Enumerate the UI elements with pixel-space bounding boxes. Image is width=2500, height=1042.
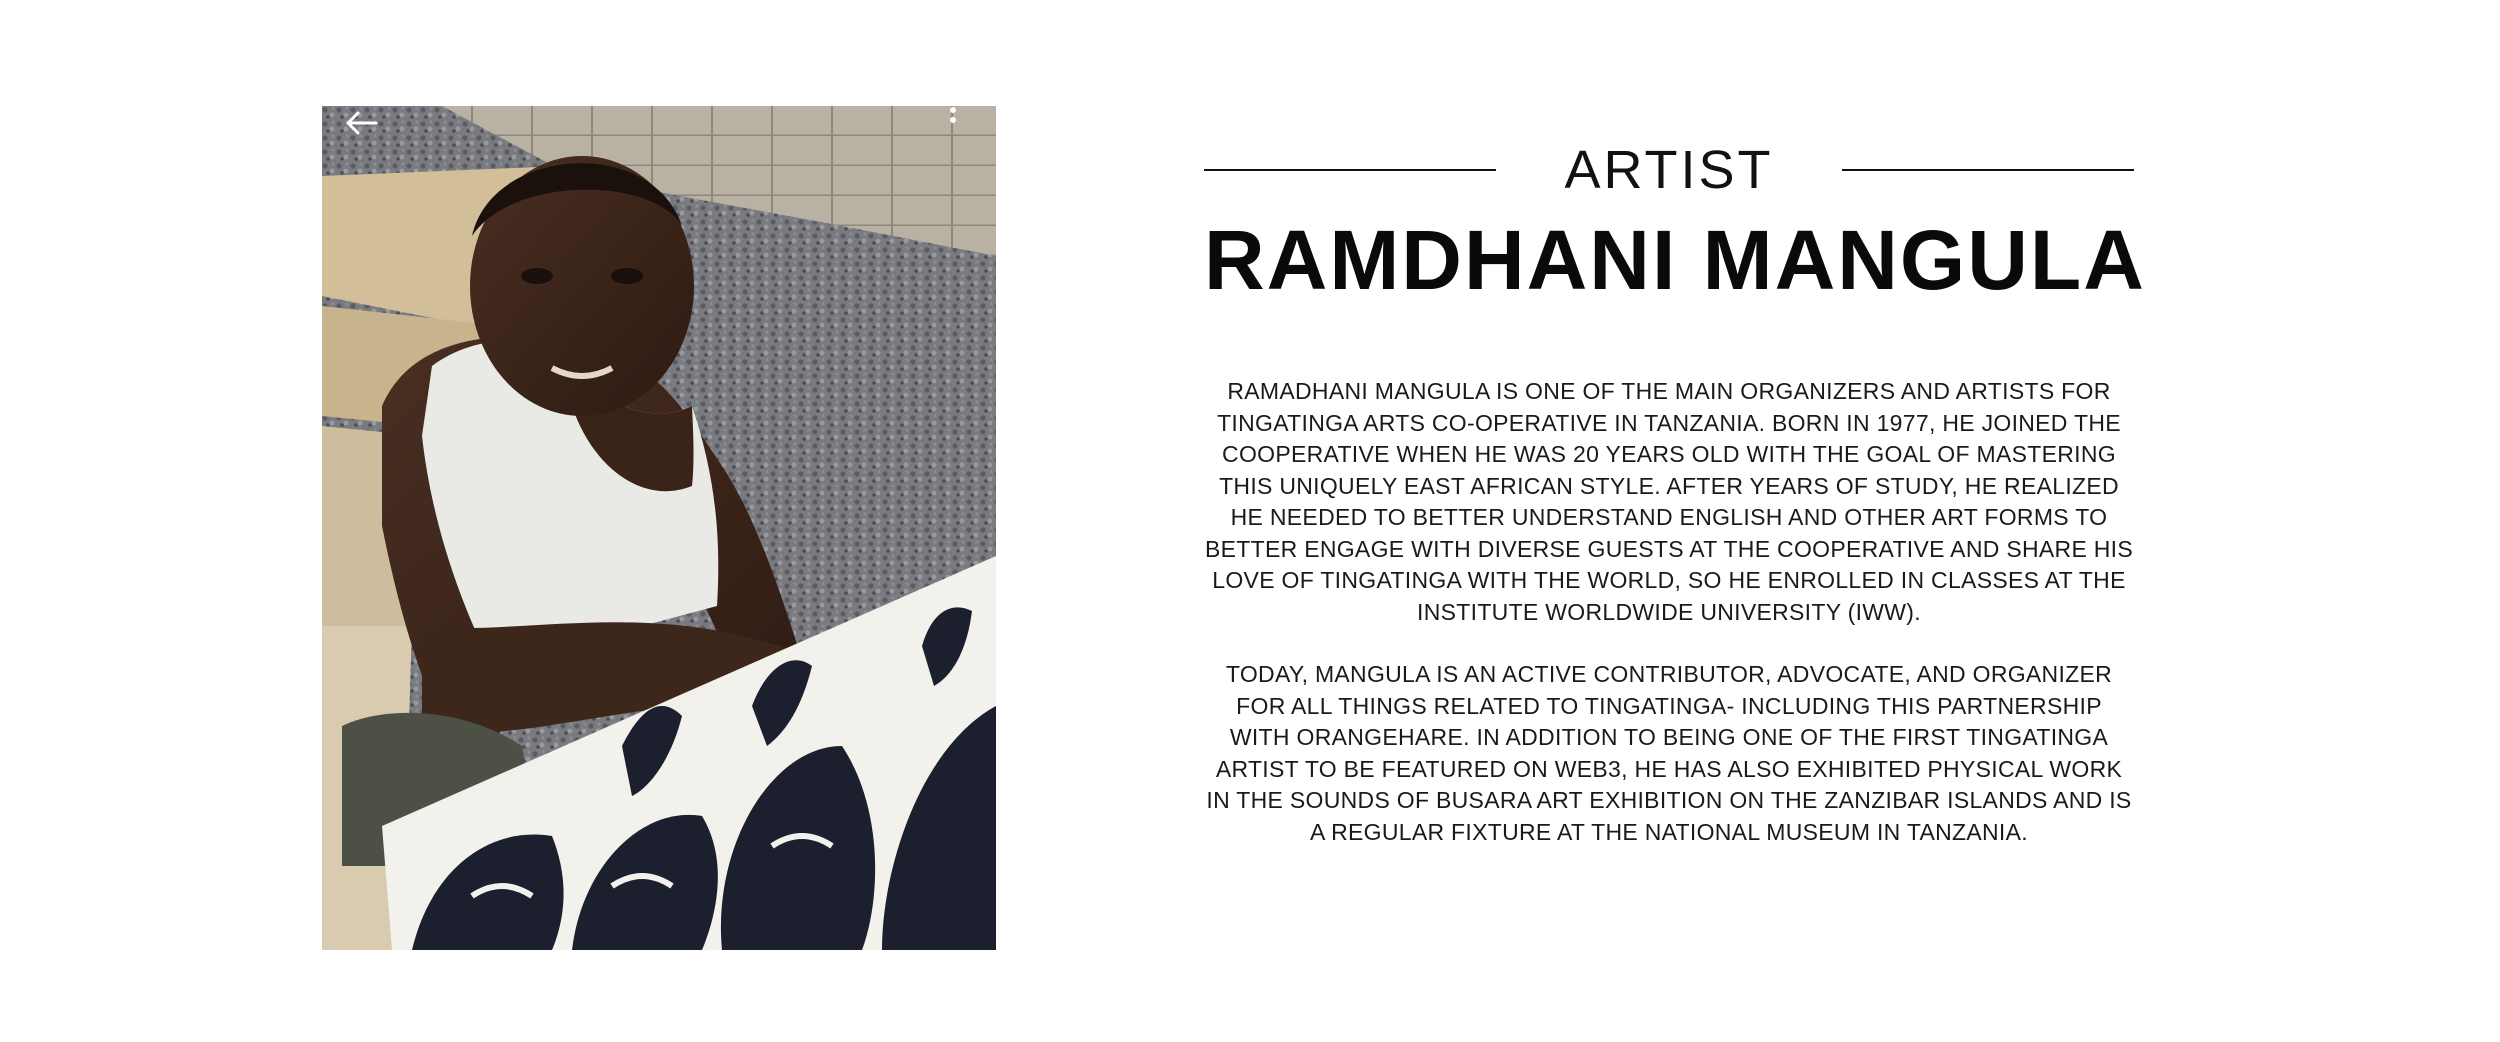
artist-info <box>1204 130 2146 848</box>
right-divider <box>1842 169 2134 171</box>
eyebrow-row <box>1204 130 2134 210</box>
artist-photo <box>322 106 996 950</box>
arrow-left-icon[interactable] <box>344 110 378 136</box>
more-vertical-icon[interactable] <box>946 106 960 132</box>
artist-photo-illustration <box>322 106 996 950</box>
left-divider <box>1204 169 1496 171</box>
bio-paragraph-2: TODAY, MANGULA IS AN ACTIVE CONTRIBUTOR, ADVOCATE, AND ORGANIZER FOR ALL THINGS RELATED TO TINGATINGA- INCLUDING THIS PARTNERSHIP WITH ORANGEHARE. IN ADDITION TO BEING ONE OF THE FIRST TINGATINGA ARTIST TO BE FEATURED ON WEB3, HE HAS ALSO EXHIBITED PHYSICAL WORK IN THE SOUNDS OF BUSARA ART EXHIBITION ON THE ZANZIBAR ISLANDS AND IS A REGULAR FIXTURE AT THE NATIONAL MUSEUM IN TANZANIA. <box>1206 661 2132 845</box>
artist-bio <box>1204 376 2134 848</box>
bio-paragraph-1: RAMADHANI MANGULA IS ONE OF THE MAIN ORGANIZERS AND ARTISTS FOR TINGATINGA ARTS CO-OPERATIVE IN TANZANIA. BORN IN 1977, HE JOINED THE COOPERATIVE WHEN HE WAS 20 YEARS OLD WITH THE GOAL OF MASTERING THIS UNIQUELY EAST AFRICAN STYLE. AFTER YEARS OF STUDY, HE REALIZED HE NEEDED TO BETTER UNDERSTAND ENGLISH AND OTHER ART FORMS TO BETTER ENGAGE WITH DIVERSE GUESTS AT THE COOPERATIVE AND SHARE HIS LOVE OF TINGATINGA WITH THE WORLD, SO HE ENROLLED IN CLASSES AT THE INSTITUTE WORLDWIDE UNIVERSITY (IWW). <box>1204 378 2134 625</box>
eyebrow-label: ARTIST <box>1564 140 1774 200</box>
artist-name: RAMDHANI MANGULA <box>1204 213 2146 307</box>
